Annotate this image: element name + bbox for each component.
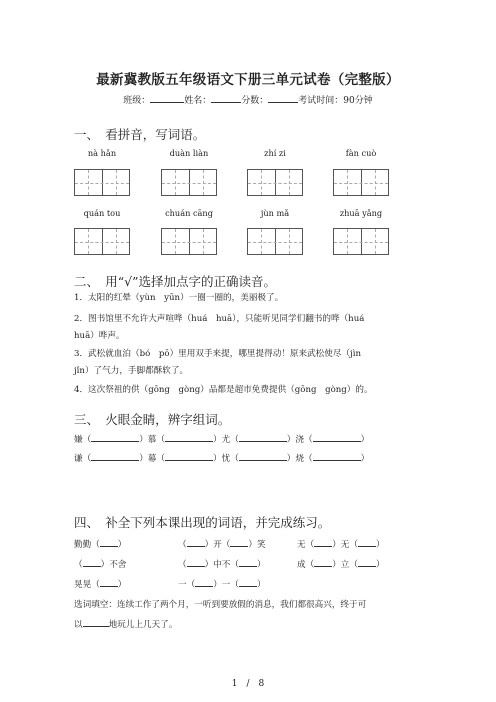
word-group-row: 嫌（ ）慕（ ）尤（ ）浇（ ） xyxy=(74,432,369,446)
idiom-fill: 晃晃（ ） xyxy=(74,577,126,591)
answer-blank[interactable] xyxy=(187,557,205,567)
pinyin-label: nà hǎn xyxy=(87,148,117,158)
question-line: jǐn）了气力，手脚都酥软了。 xyxy=(74,366,189,376)
idiom-fill: （ ）不舍 xyxy=(74,557,126,571)
answer-blank[interactable] xyxy=(100,537,118,547)
answer-blank[interactable] xyxy=(91,451,139,461)
answer-blank[interactable] xyxy=(313,432,361,442)
idiom-fill: 无（ ）无（ ） xyxy=(297,537,385,551)
writing-grid[interactable] xyxy=(247,169,303,196)
answer-blank[interactable] xyxy=(230,537,248,547)
answer-blank[interactable] xyxy=(100,577,118,587)
answer-blank[interactable] xyxy=(195,577,213,587)
writing-grid[interactable] xyxy=(74,228,130,255)
section-1-heading: 一、 看拼音，写词语。 xyxy=(74,127,206,142)
answer-blank[interactable] xyxy=(314,537,332,547)
answer-blank[interactable] xyxy=(313,451,361,461)
idiom-fill: 成（ ）立（ ） xyxy=(297,557,385,571)
fill-question-line: 选词填空：连续工作了两个月，一听到要放假的消息，我们都很高兴，终于可 xyxy=(74,600,367,610)
answer-blank[interactable] xyxy=(165,451,213,461)
answer-blank[interactable] xyxy=(314,557,332,567)
fill-question-line: 以 地玩儿上几天了。 xyxy=(74,617,177,631)
writing-grid[interactable] xyxy=(74,169,130,196)
writing-grid[interactable] xyxy=(161,228,217,255)
answer-blank[interactable] xyxy=(239,557,257,567)
answer-blank[interactable] xyxy=(91,432,139,442)
pinyin-label: duàn liàn xyxy=(169,148,209,158)
writing-grid[interactable] xyxy=(161,169,217,196)
answer-blank[interactable] xyxy=(239,432,287,442)
question-line: 1．太阳的红晕（yùn yūn）一圈一圈的，美丽极了。 xyxy=(74,293,284,303)
writing-grid[interactable] xyxy=(333,228,389,255)
score-blank xyxy=(268,93,298,103)
answer-blank[interactable] xyxy=(239,451,287,461)
idiom-fill: 一（ ）一（ ） xyxy=(178,577,266,591)
answer-blank[interactable] xyxy=(239,577,257,587)
word-group-row: 谦（ ）幕（ ）忧（ ）烧（ ） xyxy=(74,451,369,465)
pinyin-label: jùn mǎ xyxy=(260,208,290,218)
name-blank xyxy=(211,93,241,103)
student-info-line xyxy=(0,93,496,106)
pinyin-label: quán tou xyxy=(83,208,121,218)
question-line: 3．武松就血泊（bó pō）里用双手来提，哪里提得动！原来武松使尽（jìn xyxy=(74,349,361,359)
pinyin-label: zhí zi xyxy=(264,148,286,158)
idiom-fill: （ ）中不（ ） xyxy=(178,557,266,571)
pinyin-label: chuán cāng xyxy=(165,208,213,218)
answer-blank[interactable] xyxy=(358,537,376,547)
question-line: 2．图书馆里不允许大声喧哗（huá huā），只能听见同学们翻书的哗（huá xyxy=(74,314,365,324)
class-label: 班级： xyxy=(123,96,151,106)
answer-blank[interactable] xyxy=(83,557,101,567)
writing-grid[interactable] xyxy=(333,169,389,196)
answer-blank[interactable] xyxy=(358,557,376,567)
section-3-heading: 三、 火眼金睛，辨字组词。 xyxy=(74,412,231,427)
class-blank xyxy=(150,93,184,103)
idiom-fill: （ ）开（ ）笑 xyxy=(178,537,266,551)
section-4-heading: 四、 补全下列本课出现的词语，并完成练习。 xyxy=(74,515,331,530)
score-label: 分数： xyxy=(241,96,269,106)
answer-blank[interactable] xyxy=(165,432,213,442)
idiom-fill: 勤勤（ ） xyxy=(74,537,126,551)
page-number: 1 / 8 xyxy=(231,679,265,689)
section-2-heading: 二、 用“√”选择加点字的正确读音。 xyxy=(74,274,276,289)
pinyin-label: zhuā yǎng xyxy=(339,208,383,218)
question-line: 4．这次祭祖的供（gōng gòng）品都是超市免费提供（gōng gòng）的。 xyxy=(74,385,373,395)
answer-blank[interactable] xyxy=(187,537,205,547)
page-title: 最新冀教版五年级语文下册三单元试卷（完整版） xyxy=(96,72,400,88)
pinyin-label: fàn cuò xyxy=(345,148,377,158)
question-line: huā）哗声。 xyxy=(74,331,125,341)
time-label: 考试时间：90分钟 xyxy=(298,96,373,106)
name-label: 姓名： xyxy=(184,96,212,106)
writing-grid[interactable] xyxy=(247,228,303,255)
answer-blank[interactable] xyxy=(83,617,109,627)
